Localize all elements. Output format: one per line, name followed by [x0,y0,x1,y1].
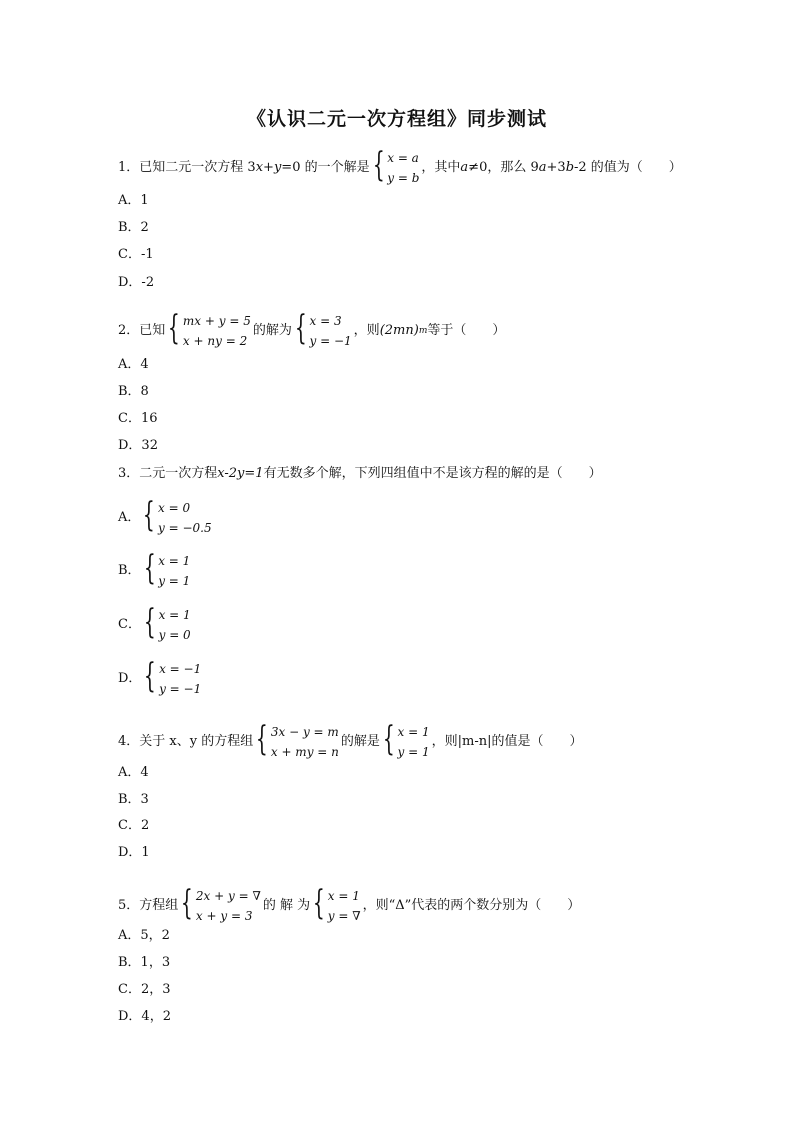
q1-text-1: 1．已知二元一次方程 3 [118,160,256,175]
q2-option-a: A．4 [118,357,149,372]
q1-expr-a: a [538,160,547,175]
question-4 [118,719,583,762]
q5-option-d: D．4，2 [118,1009,171,1024]
q3-d-row-1: x = −1 [159,662,202,676]
q2-system-1 [167,308,251,351]
q2-sys1-row-1: mx + y = 5 [182,314,251,328]
brace-icon: { [144,656,157,696]
q3-option-b-system [143,548,191,591]
q2-text-1: 2．已知 [118,323,166,338]
q2-system-2 [294,308,352,351]
q4-text-1: 4．关于 x、y 的方程组 [118,734,254,749]
q5-option-c: C．2，3 [118,982,171,997]
q1-var-x: x [255,160,264,175]
q1-system [372,145,420,188]
brace-icon: { [168,308,181,348]
brace-icon: { [143,548,156,588]
question-5 [118,883,581,926]
q3-option-b [118,548,192,591]
q3-option-b-label: B． [118,563,141,578]
q4-sys1-row-2: x + my = n [270,745,339,759]
q5-text-1: 5．方程组 [118,898,179,913]
q1-sys-row-1: x = a [387,151,419,165]
brace-icon: { [312,883,325,923]
q3-a-row-2: y = −0.5 [158,521,212,535]
q4-sys1-row-1: 3x − y = m [270,725,339,739]
q5-sys2-row-1: x = 1 [327,889,360,903]
q3-option-d-system [143,656,202,699]
q3-option-d [118,656,203,699]
q5-sys2-row-2: y = ∇ [327,909,361,923]
brace-icon: { [256,719,268,759]
brace-icon: { [143,602,156,642]
q3-c-row-2: y = 0 [158,628,191,642]
q3-d-row-2: y = −1 [159,682,202,696]
q3-option-d-label: D． [118,671,142,686]
q3-option-c [118,602,193,645]
q1-expr-mid: +3 [546,160,566,175]
q1-sys-row-2: y = b [387,171,420,185]
q1-text-4: ≠0，那么 9 [468,160,539,175]
q4-sys2-row-2: y = 1 [397,745,430,759]
q1-option-a: A．1 [118,193,149,208]
question-3 [118,466,602,482]
q3-c-row-1: x = 1 [158,608,191,622]
q5-sys1-row-1: 2x + y = ∇ [195,889,261,903]
q1-text-3: ，其中 [421,160,461,175]
q2-sys2-row-1: x = 3 [309,314,342,328]
q1-option-b: B．2 [118,220,149,235]
q1-option-c: C．-1 [118,247,154,262]
brace-icon: { [181,883,194,923]
q4-option-b: B．3 [118,792,149,807]
q3-option-a-label: A． [118,510,141,525]
q1-text-2: =0 的一个解是 [281,160,370,175]
q3-b-row-1: x = 1 [158,554,191,568]
q3-option-c-label: C． [118,617,141,632]
q5-text-3: ，则“Δ”代表的两个数分别为（ ） [362,898,581,913]
brace-icon: { [382,719,395,759]
q2-option-d: D．32 [118,438,158,453]
q4-option-d: D．1 [118,845,150,860]
q5-system-2 [312,883,361,926]
q3-option-a-system [142,495,212,538]
q1-cond-var: a [460,160,469,175]
q4-option-c: C．2 [118,818,150,833]
brace-icon: { [372,145,385,185]
q4-system-2 [382,719,430,762]
q2-text-3: ，则 [353,323,380,338]
q1-option-d: D．-2 [118,275,155,290]
question-2 [118,308,506,351]
q3-text-2: 有无数多个解，下列四组值中不是该方程的解的是（ ） [263,466,602,481]
brace-icon: { [294,308,307,348]
q2-option-c: C．16 [118,411,158,426]
q2-sys1-row-2: x + ny = 2 [182,334,248,348]
q2-expr: (2mn) [379,323,419,338]
q2-text-4: 等于（ ） [427,323,506,338]
q1-var-y: y [273,160,282,175]
q3-option-a [118,495,214,538]
page-title: 《认识二元一次方程组》同步测试 [246,108,547,130]
q4-text-3: ，则|m-n|的值是（ ） [431,734,583,749]
q2-text-2: 的解为 [252,323,292,338]
q2-sys2-row-2: y = −1 [309,334,352,348]
q3-option-c-system [143,602,191,645]
q5-sys1-row-2: x + y = 3 [195,909,253,923]
q4-system-1 [255,719,339,762]
question-1 [118,145,682,188]
q2-option-b: B．8 [118,384,149,399]
q3-a-row-1: x = 0 [158,501,191,515]
q3-text-1: 3．二元一次方程 [118,466,218,481]
q3-equation: x-2y=1 [217,466,264,481]
q4-option-a: A．4 [118,765,149,780]
q1-plus: + [263,160,274,175]
q4-text-2: 的解是 [340,734,380,749]
q5-option-b: B．1，3 [118,955,171,970]
q4-sys2-row-1: x = 1 [397,725,430,739]
q3-b-row-2: y = 1 [158,574,191,588]
q5-system-1 [180,883,261,926]
q5-text-2: 的 解 为 [262,898,311,913]
q1-expr-b: b [565,160,575,175]
q2-exponent: m [418,326,428,336]
q1-text-5: -2 的值为（ ） [574,160,682,175]
q5-option-a: A．5，2 [118,928,170,943]
brace-icon: { [143,495,156,535]
